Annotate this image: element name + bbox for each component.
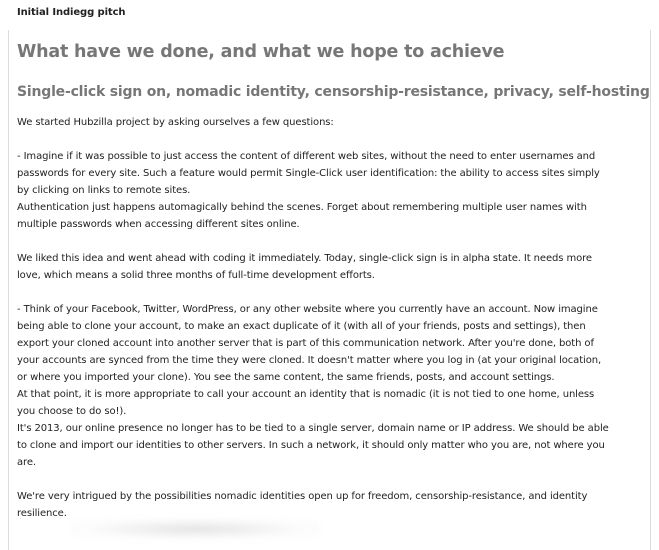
document-label: Initial Indiegg pitch [17, 7, 126, 18]
paragraph-closing: We're very intrigued by the possibilities nomadic identities open up for freedom, censorship-resistance, and identity resilience. [17, 491, 588, 519]
paragraph-single-click: - Imagine if it was possible to just access the content of different web sites, without the need to enter usernames and passwords for every site. Such a feature would permit Single-Click user identification: the ability to access sites simply by clicking on links to remote sites. Authentication just happens automagically behind the scenes. Forget about remembering multiple user names with multiple passwords when accessing different sites online. [17, 151, 600, 230]
page-subheading: Single-click sign on, nomadic identity, censorship-resistance, privacy, self-hosting [17, 84, 650, 100]
page-border-left [8, 30, 9, 550]
page-heading: What have we done, and what we hope to achieve [17, 42, 505, 62]
document-content [17, 40, 650, 522]
paragraph-intro: We started Hubzilla project by asking ourselves a few questions: [17, 117, 334, 128]
paragraph-nomadic-identity: - Think of your Facebook, Twitter, WordPress, or any other website where you currently have an account. Now imagine being able to clone your account, to make an exact duplicate of it (with all of your friends, posts and settings), then export your cloned account into another server that is part of this communication network. After you're done, both of your accounts are synced from the time they were cloned. It doesn't matter where you log in (at your original location, or where you imported your clone). You see the same content, the same friends, posts, and account settings. At that point, it is more appropriate to call your account an identity that is nomadic (it is not tied to one home, unless you choose to do so!). It's 2013, our online presence no longer has to be tied to a single server, domain name or IP address. We should be able to clone and import our identities to other servers. In such a network, it should only matter who you are, not where you are. [17, 304, 609, 468]
paragraph-alpha-state: We liked this idea and went ahead with coding it immediately. Today, single-click sign is in alpha state. It needs more love, which means a solid three months of full-time development efforts. [17, 253, 592, 281]
blurred-text-fragment [70, 518, 320, 540]
page-border-right [650, 30, 651, 550]
